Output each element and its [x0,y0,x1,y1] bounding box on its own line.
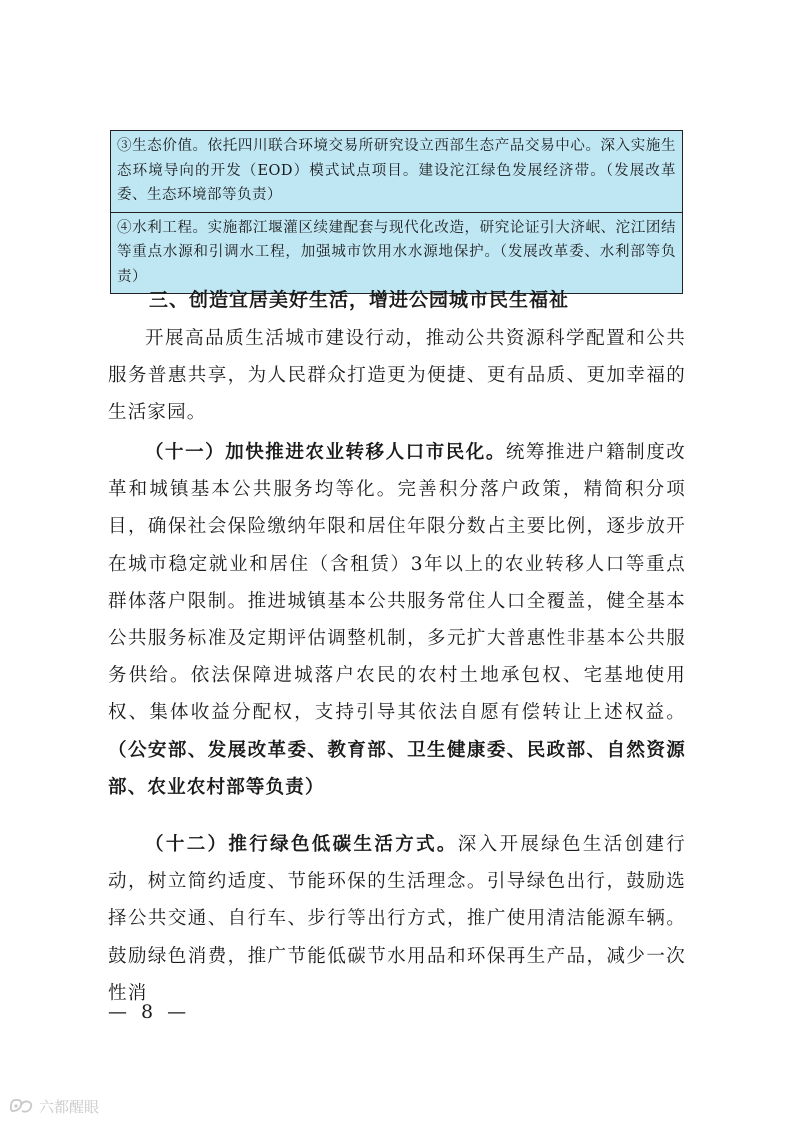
watermark-text: 六都醒眼 [39,1097,100,1116]
table-row [111,131,683,213]
page-number: — 8 — [108,1001,191,1023]
logo-icon [8,1097,34,1115]
watermark [8,1094,99,1118]
item-11-responsible: （公安部、发展改革委、教育部、卫生健康委、民政部、自然资源部、农业农村部等负责） [108,739,686,798]
item-11-body: 统筹推进户籍制度改革和城镇基本公共服务均等化。完善积分落户政策，精简积分项目，确保社会保险缴纳年限和居住年限分数占主要比例，逐步放开在城市稳定就业和居住（含租赁）3年以上的农业转移人口等重点群体落户限制。推进城镇基本公共服务常住人口全覆盖，健全基本公共服务标准及定期评估调整机制，多元扩大普惠性非基本公共服务供给。依法保障进城落户农民的农村土地承包权、宅基地使用权、集体收益分配权，支持引导其依法自愿有偿转让上述权益。 [108,442,686,724]
item-11-paragraph [108,434,686,806]
project-box-table [110,130,683,294]
table-cell-water-project: ④水利工程。实施都江堰灌区续建配套与现代化改造，研究论证引大济岷、沱江团结等重点水源和引调水工程，加强城市饮用水水源地保护。（发展改革委、水利部等负责） [111,212,683,294]
item-12-body: 深入开展绿色生活创建行动，树立简约适度、节能环保的生活理念。引导绿色出行，鼓励选择公共交通、自行车、步行等出行方式，推广使用清洁能源车辆。鼓励绿色消费，推广节能低碳节水用品和环保再生产品，减少一次性消 [108,834,686,1004]
item-12-title: （十二）推行绿色低碳生活方式。 [145,834,458,855]
table-cell-ecological-value: ③生态价值。依托四川联合环境交易所研究设立西部生态产品交易中心。深入实施生态环境导向的开发（EOD）模式试点项目。建设沱江绿色发展经济带。（发展改革委、生态环境部等负责） [111,131,683,213]
item-12-paragraph [108,826,686,1012]
intro-paragraph: 开展高品质生活城市建设行动，推动公共资源科学配置和公共服务普惠共享，为人民群众打造更为便捷、更有品质、更加幸福的生活家园。 [108,328,686,424]
section-heading: 三、创造宜居美好生活，增进公园城市民生福祉 [149,289,570,311]
item-11-title: （十一）加快推进农业转移人口市民化。 [145,442,506,463]
